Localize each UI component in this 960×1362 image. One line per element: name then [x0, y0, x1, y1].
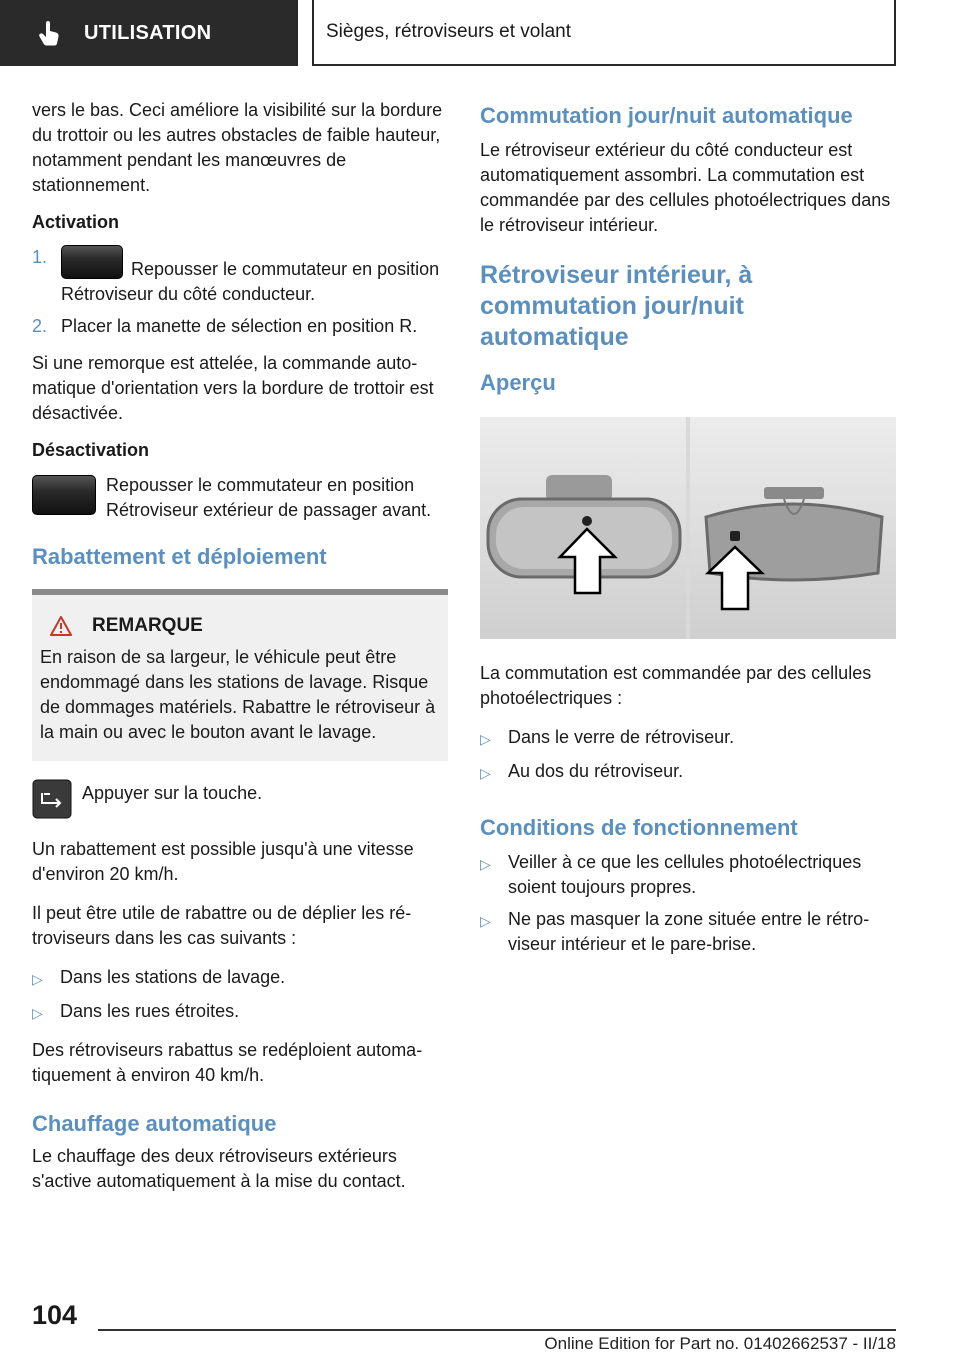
press-button-text: Appuyer sur la touche.: [82, 783, 263, 803]
daynight-paragraph: Le rétroviseur extérieur du côté conducteur est automatiquement assombri. La commutation est commandée par des cellules photoélectriques dans le rétroviseur intérieur.: [480, 140, 891, 235]
fold-button-row: [32, 779, 448, 819]
triangle-bullet-icon: ▷: [480, 856, 491, 872]
deactivation-row: [32, 473, 448, 523]
cases-list: [32, 965, 448, 1026]
heating-heading: Chauffage automatique: [32, 1111, 277, 1136]
list-item: [32, 965, 448, 992]
page-header: [0, 0, 960, 66]
heating-paragraph: Le chauffage des deux rétroviseurs extérieurs s'active automatiquement à la mise du contact.: [32, 1146, 406, 1191]
triangle-bullet-icon: ▷: [480, 913, 491, 929]
mirror-switch-button-icon: [61, 245, 123, 279]
list-item-text: Dans les rues étroites.: [60, 1001, 240, 1021]
deactivation-heading: Désactivation: [32, 440, 150, 460]
footer-divider: [98, 1329, 896, 1331]
page-number: 104: [32, 1300, 78, 1330]
list-item: [480, 850, 896, 900]
mirror-back-illustration: [690, 417, 896, 639]
step-text: Placer la manette de sélection en position R.: [61, 316, 418, 336]
fold-mirror-button-icon: [32, 779, 72, 819]
right-column: [480, 98, 896, 969]
list-item: [480, 725, 896, 752]
chapter-title: [312, 0, 896, 66]
list-item-text: Veiller à ce que les cellules photoélectriques soient toujours propres.: [508, 852, 862, 897]
overview-heading: Aperçu: [480, 370, 556, 395]
section-tab[interactable]: [0, 0, 298, 66]
warning-triangle-icon: [50, 616, 72, 636]
redeploy-paragraph: Des rétroviseurs rabattus se redéploient automatiquement à environ 40 km/h.: [32, 1040, 423, 1085]
list-item: [480, 759, 896, 786]
note-title-text: REMARQUE: [92, 615, 203, 636]
list-item: [32, 999, 448, 1026]
conditions-list: [480, 850, 896, 957]
triangle-bullet-icon: ▷: [32, 1005, 43, 1021]
cells-list: [480, 725, 896, 786]
list-item-text: Dans le verre de rétroviseur.: [508, 727, 735, 747]
triangle-bullet-icon: ▷: [480, 731, 491, 747]
daynight-heading: Commutation jour/nuit automatique: [480, 103, 853, 128]
edition-text: Online Edition for Part no. 01402662537 - II/18: [544, 1334, 896, 1353]
note-text: En raison de sa largeur, le véhicule peut être endommagé dans les stations de lavage. Risque de dommages matériels. Rabattre le rétroviseur à la main ou avec le bouton avant le lavage.: [40, 647, 436, 742]
deactivation-text: Repousser le commutateur en position Rétroviseur extérieur de passager avant.: [106, 475, 432, 520]
list-item-text: Ne pas masquer la zone située entre le rétroviseur intérieur et le pare-brise.: [508, 909, 870, 954]
mirror-front-photo: [480, 417, 686, 639]
activation-steps: [32, 245, 448, 339]
conditions-heading: Conditions de fonctionnement: [480, 815, 798, 840]
cells-paragraph: La commutation est commandée par des cellules photoélectriques :: [480, 663, 872, 708]
hand-pointer-icon: [38, 20, 62, 46]
list-item: [480, 907, 896, 957]
step-text-content: Repousser le commutateur en position Rétroviseur du côté conducteur.: [61, 259, 440, 304]
step-number: 1.: [32, 247, 48, 267]
list-item-text: Dans les stations de lavage.: [60, 967, 286, 987]
list-item-text: Au dos du rétroviseur.: [508, 761, 684, 781]
step-number: 2.: [32, 316, 48, 336]
mirror-photo: [480, 417, 896, 639]
activation-heading: Activation: [32, 212, 120, 232]
note-title: [40, 615, 440, 637]
folding-speed-paragraph: Un rabattement est possible jusqu'à une vitesse d'environ 20 km/h.: [32, 839, 414, 884]
folding-heading: Rabattement et déploiement: [32, 544, 327, 569]
list-item: [32, 314, 448, 339]
intro-paragraph: vers le bas. Ceci améliore la visibilité sur la bordure du trottoir ou les autres obstacles de faible hauteur, notamment pendant les manœuvres de stationnement.: [32, 100, 443, 195]
note-box: [32, 589, 448, 761]
trailer-paragraph: Si une remorque est attelée, la commande automatique d'orientation vers la bordure de trottoir est désactivée.: [32, 353, 434, 423]
interior-mirror-heading: Rétroviseur intérieur, à commutation jour/nuit automatique: [480, 261, 753, 351]
left-column: [32, 98, 448, 1208]
chapter-title-text: Sièges, rétroviseurs et volant: [326, 21, 572, 42]
section-title: UTILISATION: [84, 21, 212, 44]
triangle-bullet-icon: ▷: [480, 765, 491, 781]
list-item: [32, 245, 448, 307]
step-text: [61, 245, 448, 307]
useful-paragraph: Il peut être utile de rabattre ou de déplier les rétroviseurs dans les cas suivants :: [32, 903, 412, 948]
triangle-bullet-icon: ▷: [32, 971, 43, 987]
mirror-switch-button-icon: [32, 475, 96, 515]
mirror-back-photo: [690, 417, 896, 639]
mirror-front-illustration: [480, 417, 686, 639]
